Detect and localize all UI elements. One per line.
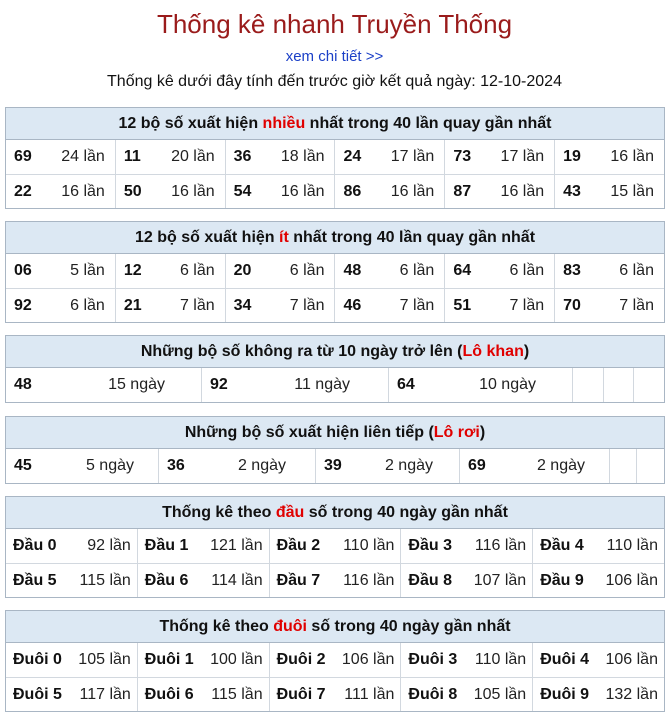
empty-cell — [603, 368, 633, 402]
number-cell: 69 24 lần — [14, 148, 105, 165]
head-cell: Đầu 7 116 lần — [269, 564, 401, 597]
number-cell: 70 7 lần — [554, 289, 664, 322]
empty-cell — [633, 368, 664, 402]
number-cell: 46 7 lần — [334, 289, 444, 322]
number-cell: 36 18 lần — [225, 140, 335, 174]
table-row — [6, 677, 664, 711]
table-row — [6, 368, 664, 402]
dau-table — [5, 496, 665, 598]
most-frequent-body — [6, 140, 664, 208]
number-cell: 86 16 lần — [334, 175, 444, 208]
lo-khan-table — [5, 335, 665, 403]
number-cell: 54 16 lần — [225, 175, 335, 208]
lo-roi-table — [5, 416, 665, 484]
number-cell: 92 6 lần — [14, 296, 105, 314]
page-title: Thống kê nhanh Truyền Thống — [156, 9, 513, 39]
number-cell: 21 7 lần — [115, 289, 225, 322]
empty-cell — [609, 449, 636, 483]
lo-roi-title: Những bộ số xuất hiện liên tiếp (Lô rơi) — [6, 417, 664, 449]
detail-link[interactable]: xem chi tiết >> — [285, 48, 384, 65]
empty-cell — [636, 449, 664, 483]
number-cell: 64 10 ngày — [388, 368, 572, 402]
number-cell: 24 17 lần — [334, 140, 444, 174]
number-cell: 43 15 lần — [554, 175, 664, 208]
number-cell: 22 16 lần — [14, 182, 105, 200]
head-cell: Đầu 6 114 lần — [137, 564, 269, 597]
number-cell: 83 6 lần — [554, 254, 664, 288]
number-cell: 64 6 lần — [444, 254, 554, 288]
duoi-title: Thống kê theo đuôi số trong 40 ngày gần nhất — [6, 611, 664, 643]
table-row — [6, 449, 664, 483]
page-header — [0, 0, 669, 92]
table-row — [6, 529, 664, 563]
least-frequent-table — [5, 221, 665, 323]
number-cell: 12 6 lần — [115, 254, 225, 288]
duoi-table — [5, 610, 665, 712]
table-row — [6, 288, 664, 322]
number-cell: 69 2 ngày — [459, 449, 609, 483]
tail-cell: Đuôi 1 100 lần — [137, 643, 269, 677]
number-cell: 11 20 lần — [115, 140, 225, 174]
dau-body — [6, 529, 664, 597]
tail-cell: Đuôi 3 110 lần — [400, 643, 532, 677]
table-row — [6, 643, 664, 677]
head-cell: Đầu 9 106 lần — [532, 564, 664, 597]
tail-cell: Đuôi 5 117 lần — [13, 685, 131, 703]
head-cell: Đầu 2 110 lần — [269, 529, 401, 563]
number-cell: 73 17 lần — [444, 140, 554, 174]
duoi-body — [6, 643, 664, 711]
most-frequent-table — [5, 107, 665, 209]
head-cell: Đầu 5 115 lần — [13, 571, 131, 589]
table-row — [6, 563, 664, 597]
number-cell: 06 5 lần — [14, 262, 105, 279]
number-cell: 19 16 lần — [554, 140, 664, 174]
head-cell: Đầu 4 110 lần — [532, 529, 664, 563]
number-cell: 87 16 lần — [444, 175, 554, 208]
table-row — [6, 254, 664, 288]
least-frequent-body — [6, 254, 664, 322]
tail-cell: Đuôi 9 132 lần — [532, 678, 664, 711]
number-cell: 48 15 ngày — [14, 376, 165, 393]
tail-cell: Đuôi 2 106 lần — [269, 643, 401, 677]
head-cell: Đầu 0 92 lần — [13, 537, 131, 554]
page-subtitle: Thống kê dưới đây tính đến trước giờ kết quả ngày: 12-10-2024 — [107, 73, 562, 90]
tail-cell: Đuôi 8 105 lần — [400, 678, 532, 711]
least-frequent-title: 12 bộ số xuất hiện ít nhất trong 40 lần quay gần nhất — [6, 222, 664, 254]
dau-title: Thống kê theo đầu số trong 40 ngày gần nhất — [6, 497, 664, 529]
table-row — [6, 140, 664, 174]
head-cell: Đầu 1 121 lần — [137, 529, 269, 563]
number-cell: 48 6 lần — [334, 254, 444, 288]
number-cell: 36 2 ngày — [158, 449, 315, 483]
number-cell: 92 11 ngày — [201, 368, 388, 402]
tail-cell: Đuôi 6 115 lần — [137, 678, 269, 711]
number-cell: 51 7 lần — [444, 289, 554, 322]
number-cell: 39 2 ngày — [315, 449, 459, 483]
number-cell: 45 5 ngày — [14, 457, 134, 474]
head-cell: Đầu 3 116 lần — [400, 529, 532, 563]
empty-cell — [572, 368, 603, 402]
tail-cell: Đuôi 4 106 lần — [532, 643, 664, 677]
number-cell: 34 7 lần — [225, 289, 335, 322]
head-cell: Đầu 8 107 lần — [400, 564, 532, 597]
number-cell: 20 6 lần — [225, 254, 335, 288]
number-cell: 50 16 lần — [115, 175, 225, 208]
table-row — [6, 174, 664, 208]
most-frequent-title: 12 bộ số xuất hiện nhiều nhất trong 40 lần quay gần nhất — [6, 108, 664, 140]
tail-cell: Đuôi 7 111 lần — [269, 678, 401, 711]
tail-cell: Đuôi 0 105 lần — [13, 651, 131, 668]
lo-khan-title: Những bộ số không ra từ 10 ngày trở lên (Lô khan) — [6, 336, 664, 368]
